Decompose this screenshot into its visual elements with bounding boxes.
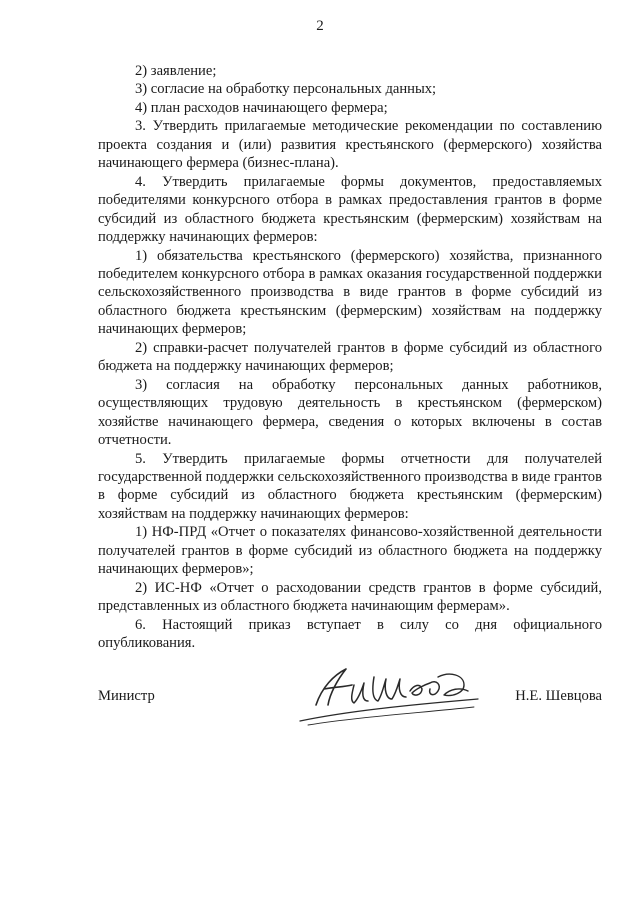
list-item-nf-prd-report: 1) НФ-ПРД «Отчет о показателях финансово-хозяйственной деятельности получателей грантов в форме субсидий из областного бюджета на поддержку начинающих фермеров»; [98,524,602,578]
clause-4-document-forms: 4. Утвердить прилагаемые формы документов, предоставляемых победителями конкурсного отбора в рамках предоставления грантов в форме субсидий из областного бюджета крестьянским (фермерским) хозяйствам на поддержку начинающих фермеров: [98,173,602,246]
list-item-expense-plan: 4) план расходов начинающего фермера; [135,99,388,116]
clause-6-entry-into-force: 6. Настоящий приказ вступает в силу со дня официального опубликования. [98,616,602,652]
clause-5-report-forms: 5. Утвердить прилагаемые формы отчетности для получателей государственной поддержки сельскохозяйственного производства в виде грантов в форме субсидий из областного бюджета крестьянским (фермерским) хозяйствам на поддержку начинающих фермеров: [98,450,602,522]
signatory-title: Министр [98,688,155,704]
handwritten-signature [288,655,488,735]
list-item-calculation-note: 2) справки-расчет получателей грантов в форме субсидий из областного бюджета на поддержку начинающих фермеров; [98,339,602,375]
signatory-name: Н.Е. Шевцова [515,688,602,704]
list-item-obligations: 1) обязательства крестьянского (фермерского) хозяйства, признанного победителем конкурсного отбора в рамках оказания государственной поддержки сельскохозяйственного производства в виде грантов в форме субсидий из областного бюджета крестьянским (фермерским) хозяйствам на поддержку начинающих фермеров; [98,247,602,338]
list-item-employee-consent: 3) согласия на обработку персональных данных работников, осуществляющих трудовую деятельность в крестьянском (фермерском) хозяйстве начинающего фермера, сведения о которых включены в состав отчетности. [98,376,602,449]
signature-strokes [300,669,478,725]
list-item-consent: 3) согласие на обработку персональных данных; [135,81,437,98]
document-body [98,62,602,653]
list-item-is-nf-report: 2) ИС-НФ «Отчет о расходовании средств грантов в форме субсидий, представленных из областного бюджета начинающим фермерам». [98,579,602,615]
clause-3-business-plan: 3. Утвердить прилагаемые методические рекомендации по составлению проекта создания и (или) развития крестьянского (фермерского) хозяйства начинающего фермера (бизнес-плана). [98,118,602,172]
page-number: 2 [316,18,324,34]
signature-block [98,655,602,735]
list-item-application: 2) заявление; [135,63,217,79]
